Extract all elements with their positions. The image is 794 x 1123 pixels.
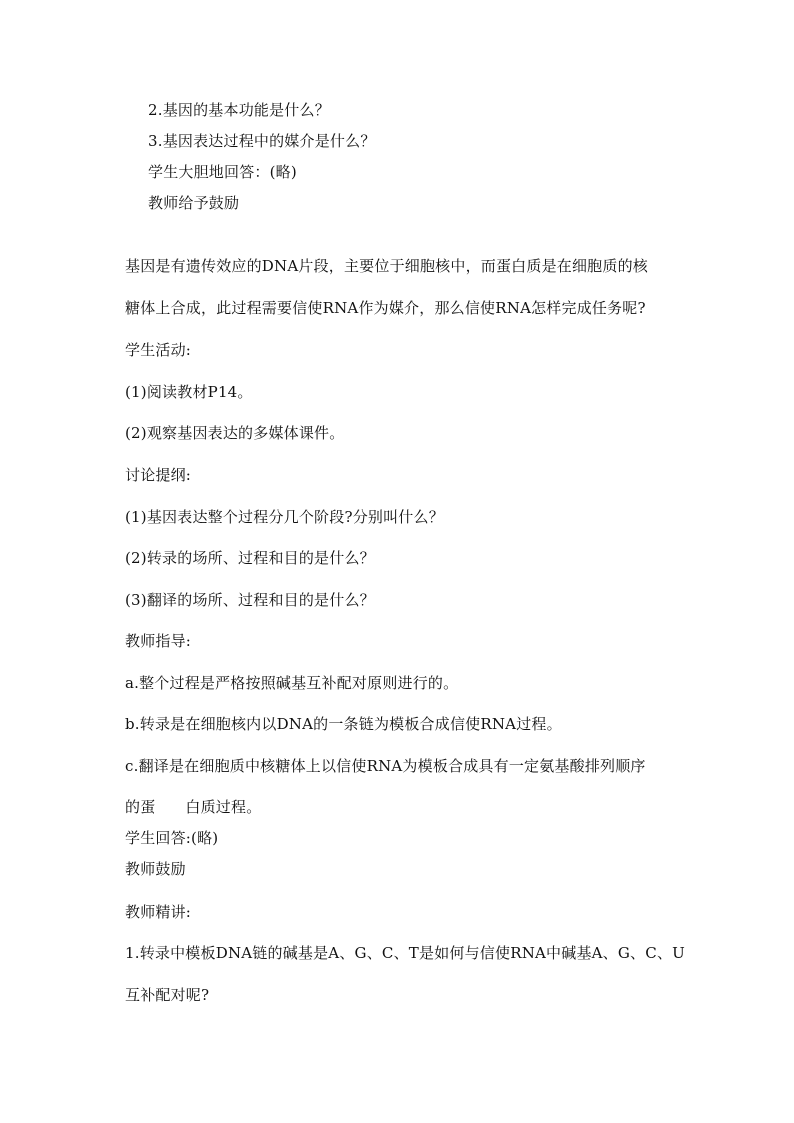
guidance-c-part-2: 白质过程。 xyxy=(185,798,262,816)
guidance-item-a: a.整个过程是严格按照碱基互补配对原则进行的。 xyxy=(125,674,459,692)
teacher-guidance-heading: 教师指导: xyxy=(125,632,192,650)
activity-item-1: (1)阅读教材P14。 xyxy=(125,383,253,401)
guidance-item-c-continued xyxy=(125,797,261,817)
lecture-item-1: 1.转录中模板DNA链的碱基是A、G、C、T是如何与信使RNA中碱基A、G、C、U xyxy=(125,944,685,962)
paragraph-line-2: 糖体上合成，此过程需要信使RNA作为媒介，那么信使RNA怎样完成任务呢? xyxy=(125,299,646,317)
teacher-encourage-2: 教师鼓励 xyxy=(125,860,186,878)
student-answer: 学生大胆地回答：(略) xyxy=(148,163,297,181)
teacher-encourage: 教师给予鼓励 xyxy=(148,194,240,212)
question-3: 3.基因表达过程中的媒介是什么？ xyxy=(148,132,376,150)
discussion-item-2: (2)转录的场所、过程和目的是什么？ xyxy=(125,549,375,567)
discussion-item-1: (1)基因表达整个过程分几个阶段?分别叫什么？ xyxy=(125,508,444,526)
discussion-item-3: (3)翻译的场所、过程和目的是什么？ xyxy=(125,591,375,609)
question-2: 2.基因的基本功能是什么？ xyxy=(148,101,330,119)
paragraph-line-1: 基因是有遗传效应的DNA片段，主要位于细胞核中，而蛋白质是在细胞质的核 xyxy=(125,257,648,275)
lecture-item-1-continued: 互补配对呢? xyxy=(125,986,210,1004)
guidance-c-part-1: 的蛋 xyxy=(125,798,156,816)
guidance-item-c: c.翻译是在细胞质中核糖体上以信使RNA为模板合成具有一定氨基酸排列顺序 xyxy=(125,757,646,775)
student-reply: 学生回答:(略) xyxy=(125,829,219,847)
guidance-item-b: b.转录是在细胞核内以DNA的一条链为模板合成信使RNA过程。 xyxy=(125,715,562,733)
student-activity-heading: 学生活动: xyxy=(125,341,192,359)
discussion-heading: 讨论提纲: xyxy=(125,466,192,484)
activity-item-2: (2)观察基因表达的多媒体课件。 xyxy=(125,424,345,442)
teacher-lecture-heading: 教师精讲: xyxy=(125,903,192,921)
